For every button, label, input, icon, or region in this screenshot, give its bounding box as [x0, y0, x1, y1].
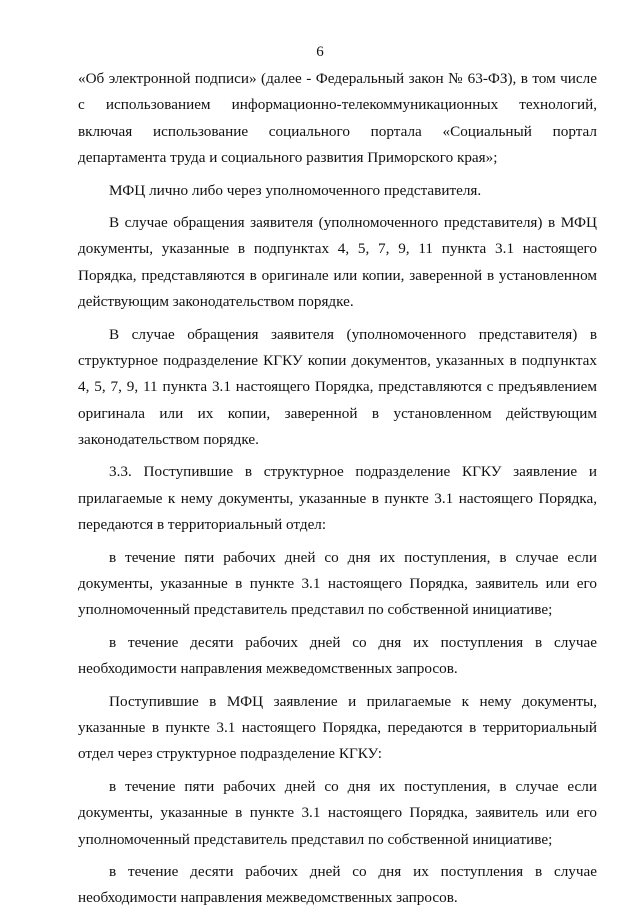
paragraph — [78, 210, 597, 316]
text-line: отдел через структурное подразделение КГКУ: — [78, 745, 382, 763]
text-line: документы, указанные в подпунктах 4, 5, 7, 9, 11 пункта 3.1 настоящего — [78, 240, 597, 258]
text-line: в течение десяти рабочих дней со дня их поступления в случае — [109, 862, 597, 880]
text-line: прилагаемые к нему документы, указанные в пункте 3.1 настоящего Порядка, — [78, 489, 597, 507]
text-line: 4, 5, 7, 9, 11 пункта 3.1 настоящего Порядка, представляются с предъявлением — [78, 378, 597, 396]
text-line: передаются в территориальный отдел: — [78, 516, 327, 534]
text-line: уполномоченный представитель представил по собственной инициативе; — [78, 601, 553, 619]
paragraph — [78, 774, 597, 853]
text-line: документы, указанные в пункте 3.1 настоящего Порядка, заявитель или его — [78, 804, 597, 822]
text-line: в течение пяти рабочих дней со дня их поступления, в случае если — [109, 548, 597, 566]
text-line: оригинала или их копии, заверенной в установленном действующим — [78, 404, 597, 422]
document-body — [78, 66, 597, 912]
text-line: уполномоченный представитель представил по собственной инициативе; — [78, 830, 553, 848]
text-line: МФЦ лично либо через уполномоченного представителя. — [109, 181, 482, 199]
paragraph — [78, 689, 597, 768]
paragraph — [78, 66, 597, 172]
text-line: документы, указанные в пункте 3.1 настоящего Порядка, заявитель или его — [78, 575, 597, 593]
text-line: «Об электронной подписи» (далее - Федеральный закон № 63-ФЗ), в том числе — [78, 70, 597, 87]
text-line: 3.3. Поступившие в структурное подразделение КГКУ заявление и — [109, 463, 597, 481]
text-line: указанные в пункте 3.1 настоящего Порядка, передаются в территориальный — [78, 718, 597, 736]
text-line: необходимости направления межведомственных запросов. — [78, 660, 458, 678]
text-line: департамента труда и социального развития Приморского края»; — [78, 149, 498, 167]
text-line: структурное подразделение КГКУ копии документов, указанных в подпунктах — [78, 351, 597, 369]
paragraph — [78, 545, 597, 624]
text-line: Поступившие в МФЦ заявление и прилагаемые к нему документы, — [109, 692, 597, 710]
text-line: необходимости направления межведомственных запросов. — [78, 889, 458, 907]
paragraph — [78, 322, 597, 454]
text-line: законодательством порядке. — [78, 431, 259, 449]
page-number: 6 — [316, 44, 324, 60]
paragraph — [78, 630, 597, 683]
text-line: в течение десяти рабочих дней со дня их поступления в случае — [109, 633, 597, 651]
text-line: с использованием информационно-телекоммуникационных технологий, — [78, 96, 597, 114]
paragraph — [78, 178, 597, 204]
text-line: Порядка, представляются в оригинале или копии, заверенной в установленном — [78, 266, 597, 284]
text-line: действующим законодательством порядке. — [78, 293, 354, 311]
text-line: в течение пяти рабочих дней со дня их поступления, в случае если — [109, 777, 597, 795]
paragraph — [78, 859, 597, 912]
text-line: В случае обращения заявителя (уполномоченного представителя) в МФЦ — [109, 213, 597, 231]
paragraph — [78, 459, 597, 538]
text-line: В случае обращения заявителя (уполномоченного представителя) в — [109, 325, 597, 343]
text-line: включая использование социального портала «Социальный портал — [78, 122, 597, 140]
